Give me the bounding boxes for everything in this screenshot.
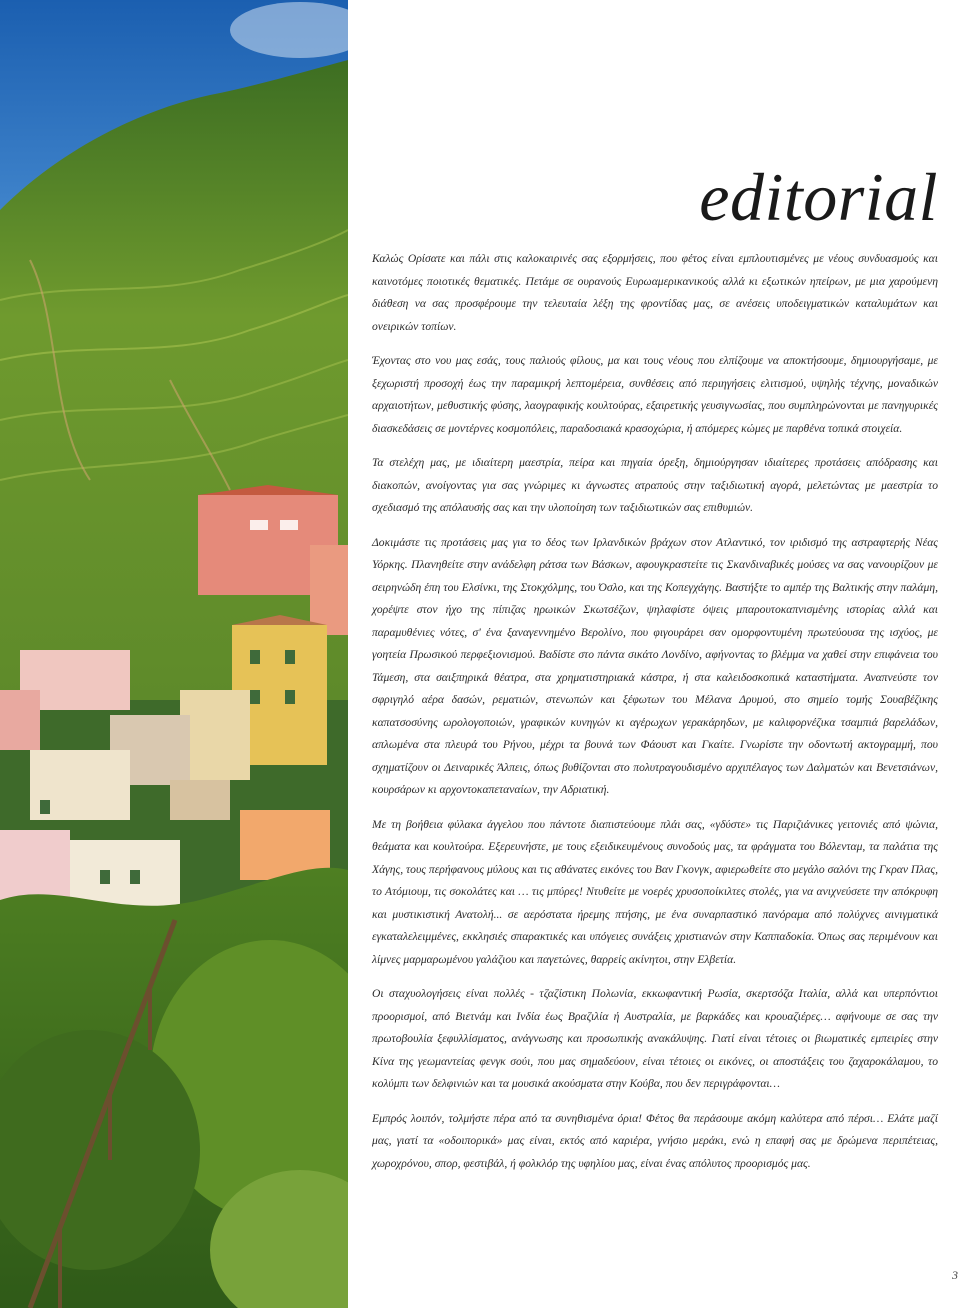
paragraph: Εμπρός λοιπόν, τολμήστε πέρα από τα συνηθισμένα όρια! Φέτος θα περάσουμε ακόμη καλύτερα από πέρσι… Ελάτε μαζί μας, γιατί τα «οδοιπορικά» μας είναι, εκτός από καριέρα, γνήσιο μεράκι, ενώ η επαφή σας με δρώμενα περιπέτειας, χωροχρόνου, σπορ, φεστιβάλ, ή φολκλόρ της υφηλίου μας, είναι ένας απόλυτος προορισμός μας. xyxy=(372,1111,938,1170)
paragraph: Έχοντας στο νου μας εσάς, τους παλιούς φίλους, μα και τους νέους που ελπίζουμε να αποκτήσουμε, δημιουργήσαμε, με ξεχωριστή προσοχή έως την παραμικρή λεπτομέρεια, συνθέσεις από περιηγήσεις ελιτισμού, υψηλής τέχνης, μοναδικών αρχαιοτήτων, μεθυστικής φύσης, λαογραφικής κουλτούρας, εξαιρετικής γευσιγνωσίας, που συμπληρώνονται με πανηγυρικές διασκεδάσεις σε μοντέρνες κοσμοπόλεις, παραδοσιακά κρασοχώρια, ή απόμερες κώμες με παρθένα τοπικά στοιχεία. xyxy=(372,354,938,435)
paragraph: Τα στελέχη μας, με ιδιαίτερη μαεστρία, πείρα και πηγαία όρεξη, δημιούργησαν ιδιαίτερες προτάσεις απόδρασης και διακοπών, ανοίγοντας για σας γνώριμες κι άγνωστες ατραπούς στην ταξιδιωτική αγορά, μελετώντας με μαεστρία το σχεδιασμό της απόλαυσής σας και την υλοποίηση των ταξιδιωτικών σας επιθυμιών. xyxy=(372,456,938,514)
paragraph: Καλώς Ορίσατε και πάλι στις καλοκαιρινές σας εξορμήσεις, που φέτος είναι εμπλουτισμένες με νέους συνδυασμούς και καινοτόμες ποιοτικές θεματικές. Πετάμε σε ουρανούς Ευρωαμερικανικούς αλλά κι εξωτικών ηπείρων, με μια χαρούμενη διάθεση να σας προσφέρουμε την τελευταία λέξη της φροντίδας μας, σε ανέσεις υποδειγματικών καταλυμάτων και ονειρικών τοπίων. xyxy=(372,252,938,333)
page-number: 3 xyxy=(952,1268,958,1282)
paragraph: Δοκιμάστε τις προτάσεις μας για το δέος των Ιρλανδικών βράχων στον Ατλαντικό, τον ιριδισμό της αστραφτερής Νέας Υόρκης. Πλανηθείτε στην ανάδελφη ράτσα των Βάσκων, αφουγκραστείτε τις Σκανδιναβικές μούσες να σας νανουρίζουν με σειρηνώδη έπη του Ελσίνκι, της Στοκχόλμης, του Όσλο, και της Κοπεγχάγης. Βαστήξτε το αμπέρ της Βαλτικής στην παλάμη, χορέψτε στον ήχο της πίπιζας ηρωικών Σκωτσέζων, ψηλαφίστε όψεις μπαρουτοκαπνισμένης ιστορίας αλλά και παραμυθένιες νότες, σ' ένα ξαναγεννημένο Βερολίνο, που φιγουράρει σαν ομορφοντυμένη πρωτεύουσα της ισχύος, με γοητεία Πρωσικού περφεξιονισμού. Βαδίστε στο πάντα σικάτο Λονδίνο, αφήνοντας το βλέμμα να χαθεί στην επιφάνεια του Τάμεση, στα σαιξπηρικά θέατρα, στα χρηματιστηριακά κάστρα, ή στα καλειδοσκοπικά καταστήματα. Αναπνεύστε τον σφριγηλό αέρα δασών, ρεματιών, στενωπών και ξέφωτων του Μέλανα Δρυμού, στο σημείο τομής Σουαβέζικης καπατσοσύνης ωρολογοποιών, γραφικών κυνηγών κι αγέρωχων γερακάρηδων, με καλιφορνέζικα τσαμπιά βαρελάδων, απλωμένα στα πλευρά του Ρήνου, μέχρι τα βουνά των Φάουστ και Γκαίτε. Γνωρίστε την οδοντωτή ακτογραμμή, που σχηματίζουν οι Δειναρικές Άλπεις, όπως βυθίζονται στο πολυτραγουδισμένο αρχιπέλαγος των Δαλματών και Βενετσιάνων, κουρσάρων κι αρχοντοκαπεταναίων, την Αδριατική. xyxy=(372,535,938,796)
village-hillside-illustration xyxy=(0,0,348,1308)
paragraph: Με τη βοήθεια φύλακα άγγελου που πάντοτε διαπιστεύουμε πλάι σας, «γδύστε» τις Παριζιάνικες γειτονιές από ψώνια, θεάματα και κουλτούρα. Εξερευνήστε, με τους εξειδικευμένους συνοδούς μας, τα φράγματα του Βόλενταμ, τα παλάτια της Χάγης, τους περήφανους μύλους και τις αθάνατες εικόνες του Βαν Γκονγκ, αφιερωθείτε στο μεγάλο σαλόνι της Γκραν Πλας, το Ατόμιουμ, τις σοκολάτες και … τις μπύρες! Ντυθείτε με νοερές χρυσοποίκιλτες στολές, για να ανιχνεύσετε την απόκρυφη και μυστικιστική Ανατολή... σε αερόστατα ήρεμης πτήσης, με ένα συναρπαστικό πανόραμα από πολύχνες αινιγματικά εγκαταλελειμμένες, εκκλησιές σπαρακτικές και υπόγειες συνάξεις χριστιανών στην Καππαδοκία. Όπως σας περιμένουν και λίμνες μαρμαρωμένου γαλάζιου και παγετώνες, θαρρείς ακίνητοι, στην Ελβετία. xyxy=(372,817,938,966)
paragraph: Οι σταχυολογήσεις είναι πολλές - τζαζίστικη Πολωνία, εκκωφαντική Ρωσία, σκερτσόζα Ιταλία, αλλά και υπερπόντιοι προορισμοί, από Βιετνάμ και Ινδία έως Βραζιλία ή Αυστραλία, με βαρκάδες και κρουαζιέρες… αφήνουμε σε σας την πρωτοβουλία ξεφυλλίσματος, ανάγνωσης και προσωπικής ανακάλυψης. Γιατί είναι τέτοιες οι βιωματικές εμπειρίες στην Κίνα της γεωμαντείας φενγκ σούι, που μας σημαδεύουν, είναι τέτοιες οι εικόνες, οι αποστάξεις του ζαχαροκάλαμου, το κολύμπι των δελφινιών και τα μουσικά ακούσματα στην Κούβα, που δεν περιγράφονται… xyxy=(372,987,938,1090)
page-title: editorial xyxy=(699,159,938,235)
coastal-village-photo xyxy=(0,0,348,1308)
editorial-body xyxy=(372,248,938,1187)
